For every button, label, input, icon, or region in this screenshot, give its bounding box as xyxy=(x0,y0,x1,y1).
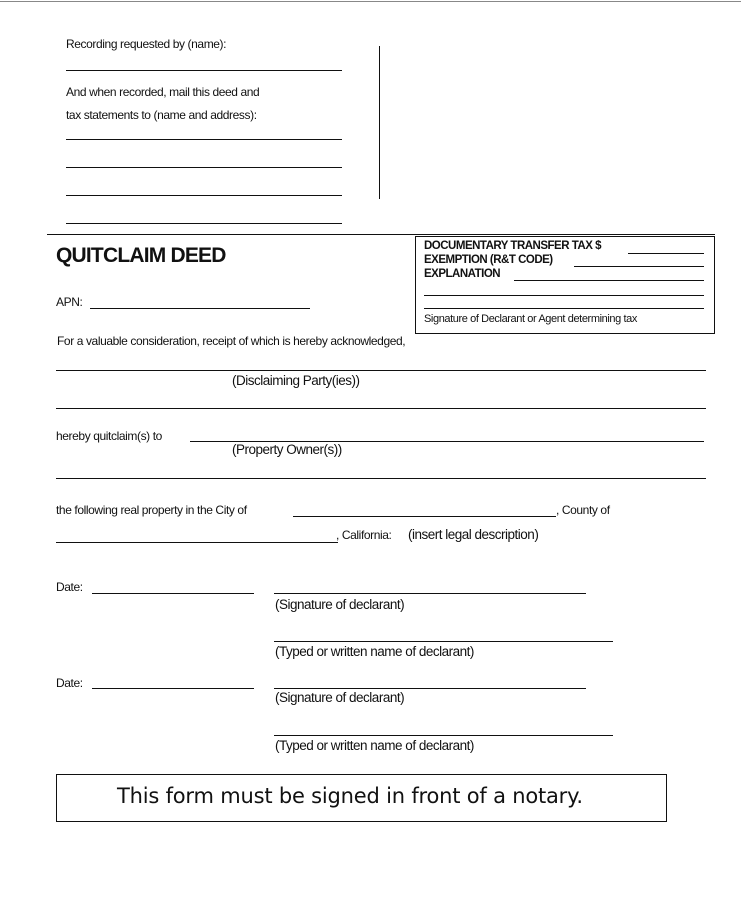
property-city-text: the following real property in the City of xyxy=(56,503,247,517)
legal-description-label: (insert legal description) xyxy=(408,527,539,542)
explanation-line-2[interactable] xyxy=(424,295,704,296)
transfer-tax-label: DOCUMENTARY TRANSFER TAX $ xyxy=(424,240,601,252)
recording-divider xyxy=(379,46,380,199)
disclaiming-party-label: (Disclaiming Party(ies)) xyxy=(232,373,360,388)
date-label-2: Date: xyxy=(56,676,83,690)
date-line-1[interactable] xyxy=(92,593,254,594)
signature-label-2: (Signature of declarant) xyxy=(275,690,405,705)
section-separator xyxy=(47,234,715,235)
signature-line-2[interactable] xyxy=(274,688,586,689)
property-owner-label: (Property Owner(s)) xyxy=(232,442,342,457)
recording-requested-line[interactable] xyxy=(66,70,342,71)
consideration-text: For a valuable consideration, receipt of which is hereby acknowledged, xyxy=(57,334,406,348)
signature-line-1[interactable] xyxy=(274,593,586,594)
disclaiming-party-line-1[interactable] xyxy=(56,370,706,371)
california-label: , California: xyxy=(336,528,392,542)
mail-to-line-4[interactable] xyxy=(66,223,342,224)
typed-name-line-1[interactable] xyxy=(274,641,613,642)
page-title: QUITCLAIM DEED xyxy=(56,244,226,267)
quitclaim-label: hereby quitclaim(s) to xyxy=(56,429,162,443)
county-line[interactable] xyxy=(56,542,338,543)
signature-label-1: (Signature of declarant) xyxy=(275,597,405,612)
apn-line[interactable] xyxy=(90,308,310,309)
county-label: , County of xyxy=(556,503,610,517)
explanation-line-3[interactable] xyxy=(424,308,704,309)
explanation-line-1[interactable] xyxy=(514,280,704,281)
recording-requested-label: Recording requested by (name): xyxy=(66,37,227,51)
mail-to-label-line2: tax statements to (name and address): xyxy=(66,108,257,122)
date-line-2[interactable] xyxy=(92,688,254,689)
mail-to-line-3[interactable] xyxy=(66,195,342,196)
top-border xyxy=(0,1,741,2)
mail-to-label-line1: And when recorded, mail this deed and xyxy=(66,85,260,99)
exemption-line[interactable] xyxy=(574,266,704,267)
typed-name-label-2: (Typed or written name of declarant) xyxy=(275,738,474,753)
property-owner-line-2[interactable] xyxy=(56,478,706,479)
date-label-1: Date: xyxy=(56,580,83,594)
exemption-label: EXEMPTION (R&T CODE) xyxy=(424,254,553,266)
notary-notice: This form must be signed in front of a notary. xyxy=(117,784,583,808)
apn-label: APN: xyxy=(56,295,83,309)
mail-to-line-1[interactable] xyxy=(66,139,342,140)
transfer-tax-box xyxy=(415,236,715,334)
typed-name-line-2[interactable] xyxy=(274,735,613,736)
disclaiming-party-line-2[interactable] xyxy=(56,408,706,409)
mail-to-line-2[interactable] xyxy=(66,167,342,168)
city-line[interactable] xyxy=(293,516,556,517)
tax-signature-label: Signature of Declarant or Agent determining tax xyxy=(424,313,637,325)
transfer-tax-line[interactable] xyxy=(628,253,704,254)
typed-name-label-1: (Typed or written name of declarant) xyxy=(275,644,474,659)
explanation-label: EXPLANATION xyxy=(424,268,501,280)
